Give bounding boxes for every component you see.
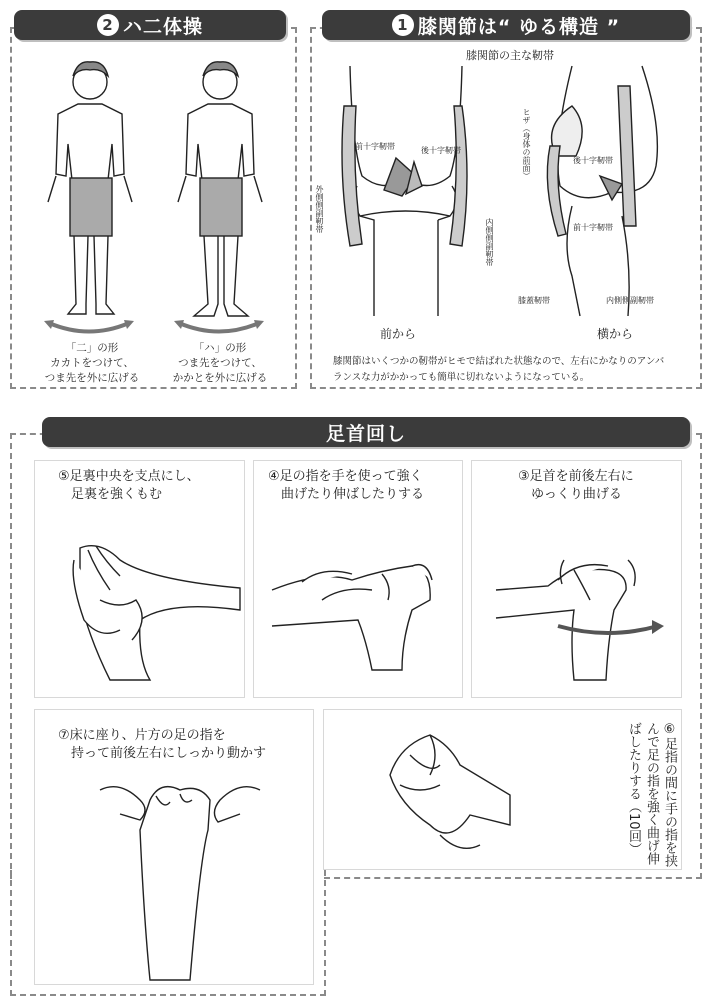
ni-label: 「二」の形 xyxy=(65,342,119,354)
ankle-section-title: 足首回し xyxy=(325,422,406,445)
person-hachi-illustration xyxy=(168,52,268,332)
ankle-section-border-bottom-right xyxy=(324,877,702,879)
hani-section-title: ハ二体操 xyxy=(122,15,203,38)
step5-line1: ⑤足裏中央を支点にし、 xyxy=(58,469,200,484)
knee-description-line1: 膝関節はいくつかの靭帯がヒモで結ばれた状態なので、左右にかなりのアンバ xyxy=(333,356,665,367)
ni-line2: つま先を外に広げる xyxy=(44,372,140,384)
ni-line1: カカトをつけて、 xyxy=(50,357,134,369)
rotation-arrow-hachi xyxy=(174,318,264,338)
step7-line2: 持って前後左右にしっかり動かす xyxy=(58,746,267,761)
knee-side-diagram xyxy=(532,66,682,316)
step4-illustration xyxy=(262,530,462,690)
side-patellar-label: 膝蓋靭帯 xyxy=(518,296,550,305)
step4-line1: ④足の指を手を使って強く xyxy=(268,469,423,484)
front-lcl-label: 外側側副靭帯 xyxy=(315,185,324,233)
front-mcl-label: 内側側副靭帯 xyxy=(485,218,494,266)
hani-section-header xyxy=(14,10,286,40)
ankle-section-header xyxy=(42,417,690,447)
step3-illustration xyxy=(478,530,678,690)
front-acl-label: 前十字靭帯 xyxy=(355,142,395,151)
hachi-caption xyxy=(150,341,290,386)
knee-subtitle: 膝関節の主な靭帯 xyxy=(466,49,554,62)
knee-front-diagram xyxy=(322,66,492,316)
step3-line1: ③足首を前後左右に xyxy=(518,469,634,484)
ni-caption xyxy=(22,341,162,386)
side-caption: 横から xyxy=(597,327,634,341)
side-hiza-label: ヒザ（身体の前面） xyxy=(522,108,531,180)
step7-line1: ⑦床に座り、片方の足の指を xyxy=(58,728,226,743)
step4-line2: 曲げたり伸ばしたりする xyxy=(268,487,425,502)
step3-line2: ゆっくり曲げる xyxy=(518,487,622,502)
hachi-line1: つま先をつけて、 xyxy=(178,357,262,369)
rotation-arrow-ni xyxy=(44,318,134,338)
step7-illustration xyxy=(60,770,300,980)
knee-description-line2: ランスな力がかかっても簡単に切れないようになっている。 xyxy=(333,372,590,383)
hachi-label: 「ハ」の形 xyxy=(193,342,247,354)
person-ni-illustration xyxy=(38,52,138,332)
front-caption: 前から xyxy=(380,327,417,341)
side-pcl-label: 後十字靭帯 xyxy=(573,156,613,165)
hani-section-number: 2 xyxy=(97,14,119,36)
knee-section-header xyxy=(322,10,690,40)
hachi-line2: かかとを外に広げる xyxy=(172,372,268,384)
step6-text: ⑥足指の間に手の指を挟んで足の指を強く曲げ伸ばしたりする（10回） xyxy=(626,722,677,867)
side-mcl-label: 内側側副靭帯 xyxy=(606,296,654,305)
front-pcl-label: 後十字靭帯 xyxy=(421,146,461,155)
step6-illustration xyxy=(370,715,520,855)
step5-line2: 足裏を強くもむ xyxy=(58,487,163,502)
step5-illustration xyxy=(40,530,240,690)
knee-section-number: 1 xyxy=(392,14,414,36)
knee-section-title: 膝関節は“ ゆる構造 ” xyxy=(417,15,621,38)
side-acl-label: 前十字靭帯 xyxy=(573,223,613,232)
